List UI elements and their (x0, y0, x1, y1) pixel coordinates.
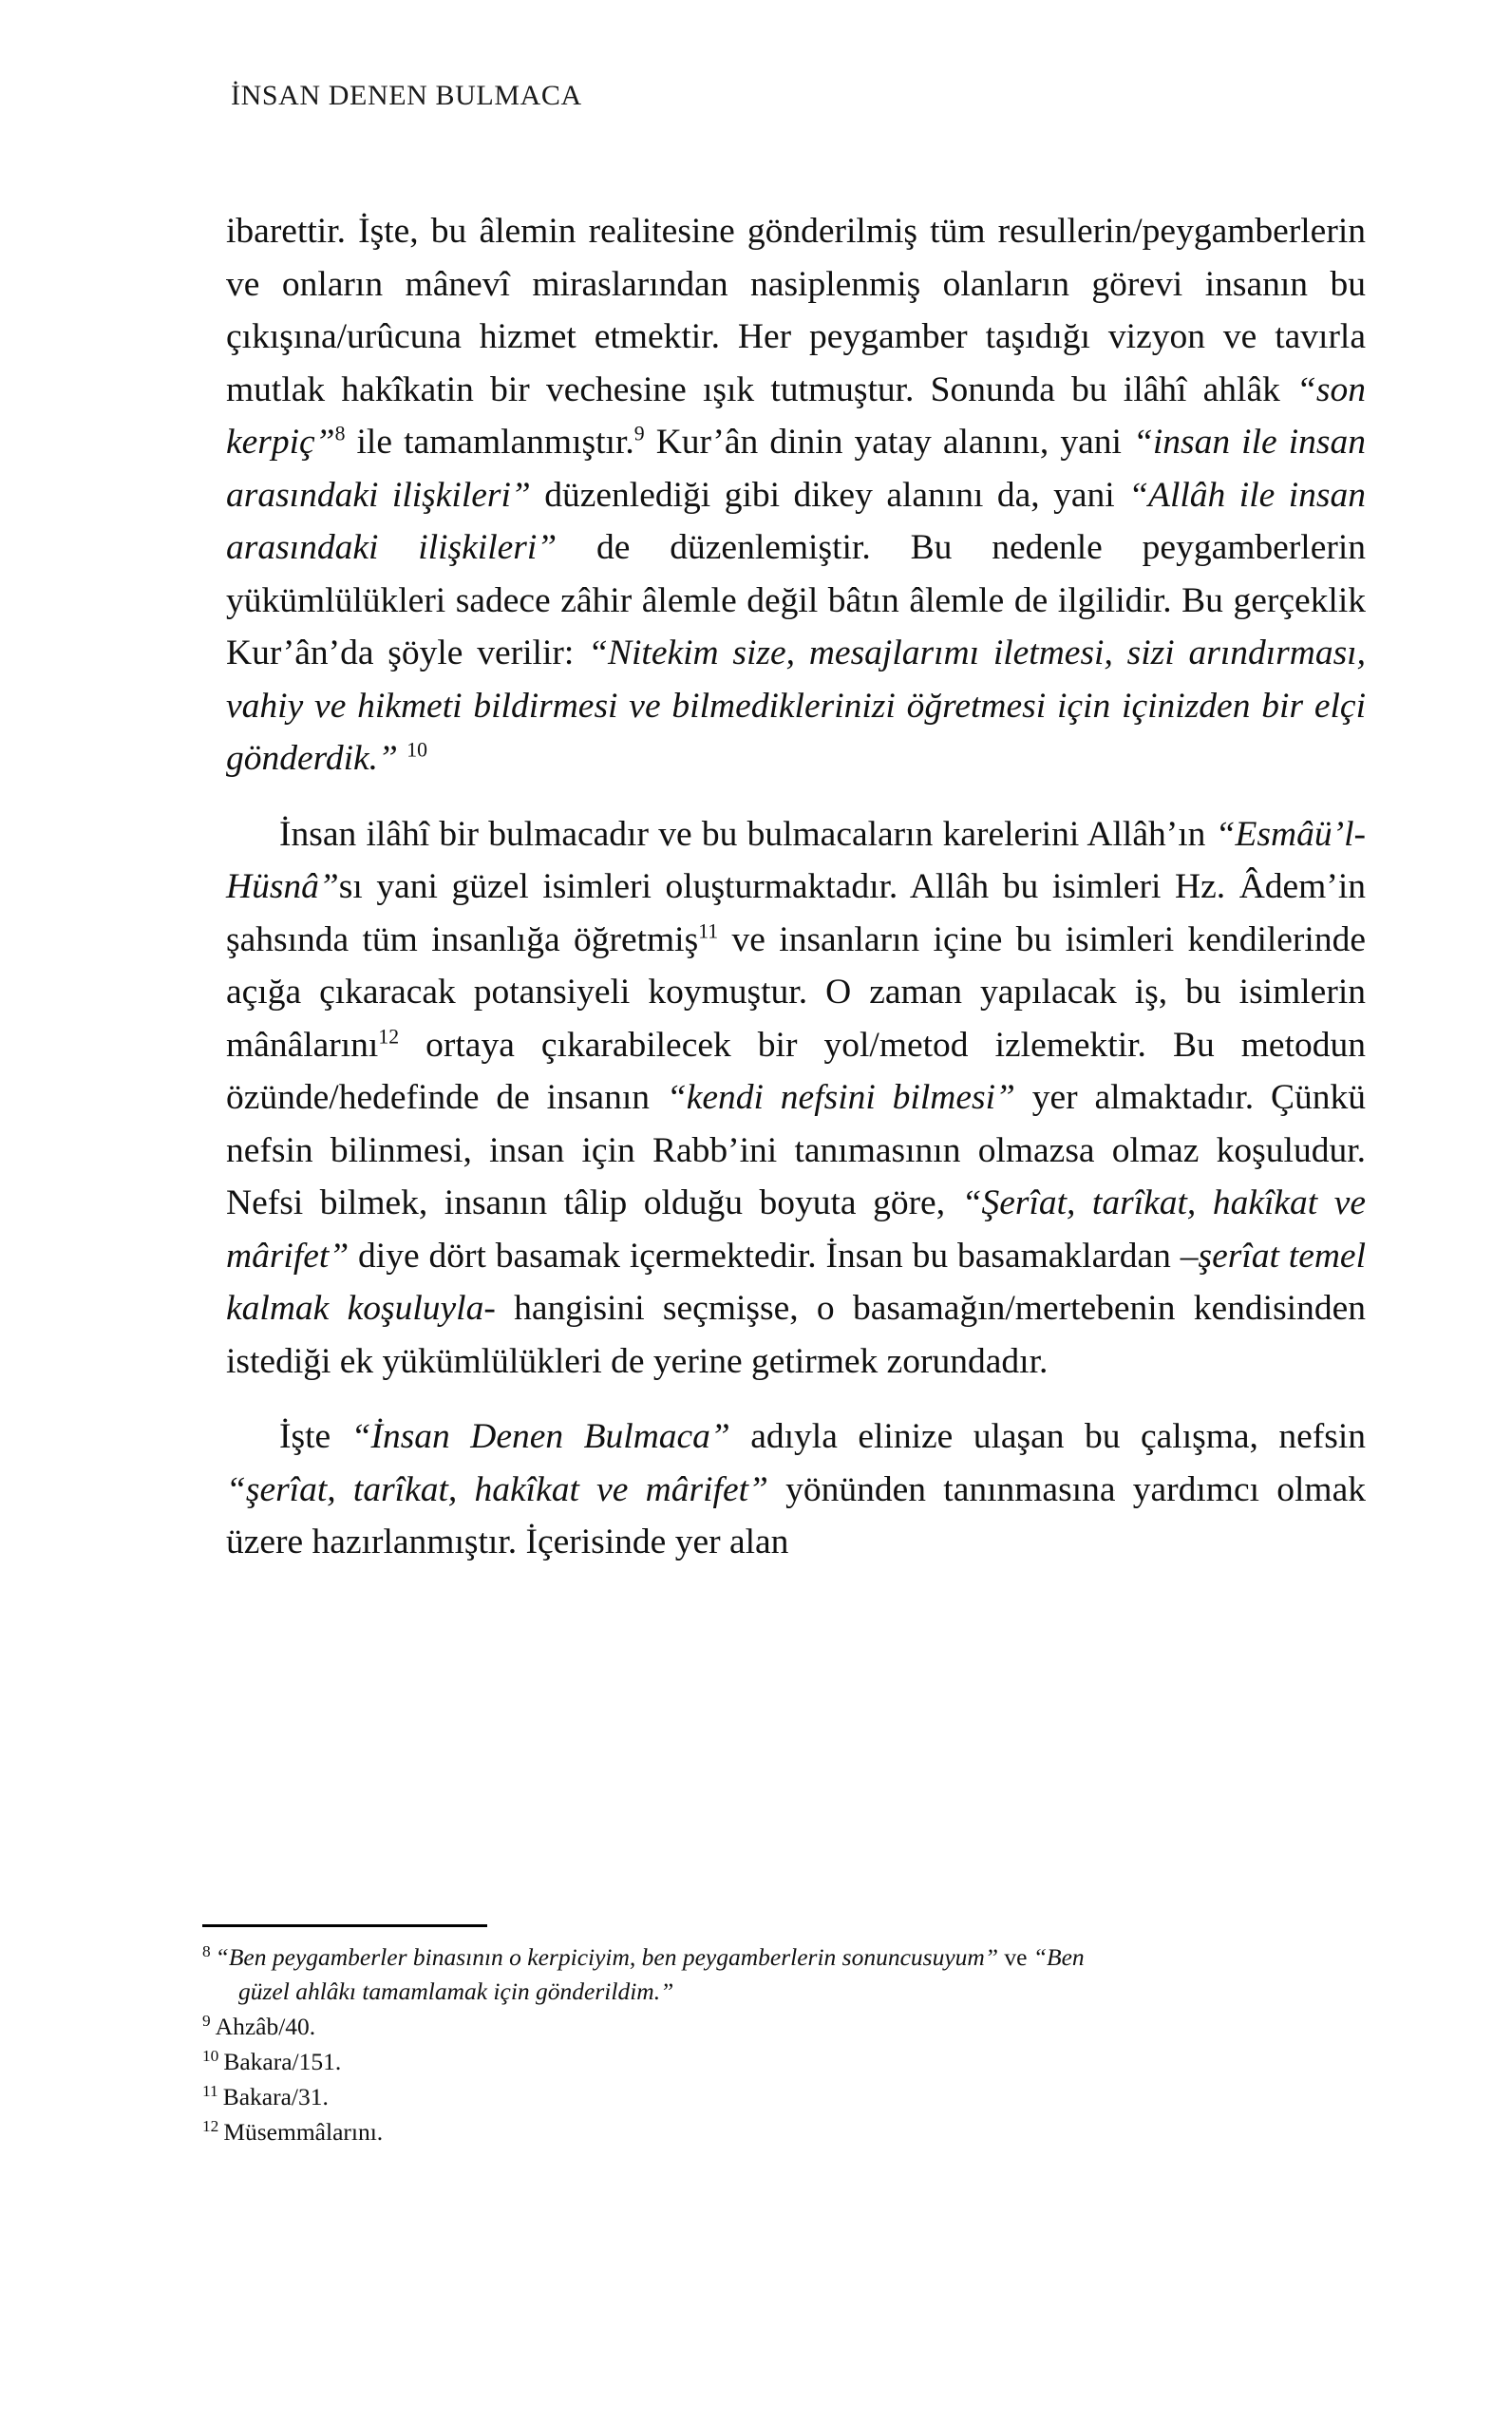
running-header: İNSAN DENEN BULMACA (231, 80, 582, 111)
p3-quote-seriat-tarikat-hakikat-marifet: “şerîat, tarîkat, hakîkat ve mârifet” (226, 1469, 768, 1509)
p1-quote-allah-ile-insan: “Allâh ile insan arasındaki ilişkileri” (226, 475, 1367, 567)
footnote-8-quote-1: “Ben peygamberler binasının o kerpiciyim, ben peygamberlerin sonuncusuyum” (215, 1943, 999, 1971)
footnote-9-text: Ahzâb/40. (215, 2013, 316, 2040)
p3-segment-1: İşte (279, 1417, 351, 1456)
footnote-10 (202, 2045, 1342, 2079)
footnote-10-number: 10 (202, 2046, 219, 2065)
footnote-ref-8[interactable]: 8 (334, 422, 346, 445)
footnote-11-text: Bakara/31. (222, 2083, 329, 2110)
p2-segment-6: diye dört basamak içermektedir. İnsan bu basamaklardan (349, 1236, 1181, 1276)
p1-segment-5: de düzenlemiştir. Bu nedenle peygamberlerin yükümlülükleri sadece zâhir âlemle değil bâtın âlemle de ilgilidir. Bu gerçeklik Kur’ân’da şöyle verilir: (226, 528, 1366, 672)
footnote-10-text: Bakara/151. (223, 2048, 342, 2075)
footnote-ref-11[interactable]: 11 (698, 919, 719, 942)
p2-segment-1: İnsan ilâhî bir bulmacadır ve bu bulmacaların karelerini Allâh’ın (279, 814, 1216, 854)
p2-quote-esmaul-husna: “Esmâü’l-Hüsnâ” (226, 814, 1366, 906)
p2-segment-7: hangisini seçmişse, o basamağın/mertebenin kendisinden istediği ek yükümlülükleri de yerine getirmek zorundadır. (226, 1289, 1366, 1381)
footnote-12-text: Müsemmâlarını. (223, 2118, 384, 2146)
paragraph-1 (226, 205, 1366, 785)
footnote-8-quote-2-start: “Ben (1032, 1943, 1085, 1971)
p1-quote-son-kerpic: “son kerpiç” (226, 369, 1366, 462)
p1-segment-3: Kur’ân dinin yatay alanını, yani (644, 423, 1133, 462)
footnote-11-number: 11 (202, 2081, 218, 2100)
paragraph-2 (226, 808, 1366, 1389)
p1-quote-nitekim-size: “Nitekim size, mesajlarımı iletmesi, sizi arındırması, vahiy ve hikmeti bildirmesi ve bilmediklerinizi öğretmesi için içinizden bir elçi gönderdik.” (226, 634, 1366, 778)
footnote-12 (202, 2115, 1342, 2149)
p3-segment-2: adıyla elinize ulaşan bu çalışma, nefsin (729, 1417, 1367, 1456)
p2-segment-4: ortaya çıkarabilecek bir yol/metod izlemektir. Bu metodun özünde/hedefinde de insanın (226, 1025, 1366, 1117)
p3-segment-3: yönünden tanınmasına yardımcı olmak üzere hazırlanmıştır. İçerisinde yer alan (226, 1469, 1366, 1561)
footnote-9 (202, 2010, 1342, 2044)
footnote-ref-12[interactable]: 12 (378, 1025, 400, 1048)
footnote-8-number: 8 (202, 1941, 211, 1960)
paragraph-3 (226, 1410, 1366, 1569)
p2-segment-3: ve insanların içine bu isimleri kendilerinde açığa çıkaracak potansiyeli koymuştur. O zaman yapılacak iş, bu isimlerin mânâlarını (226, 919, 1366, 1065)
p2-segment-2: sı yani güzel isimleri oluşturmaktadır. Allâh bu isimleri Hz. Âdem’in şahsında tüm insanlığa öğretmiş (226, 867, 1366, 959)
footnote-12-number: 12 (202, 2116, 219, 2135)
footnote-separator-rule (202, 1924, 487, 1927)
p2-quote-seriat-temel-kalmak: –şerîat temel kalmak koşuluyla- (226, 1236, 1366, 1328)
p1-segment-1: ibarettir. İşte, bu âlemin realitesine gönderilmiş tüm resullerin/peygamberlerin ve onların mânevî miraslarından nasiplenmiş olanların görevi insanın bu çıkışına/urûcuna hizmet etmektir. Her peygamber taşıdığı vizyon ve tavırla mutlak hakîkatin bir vechesine ışık tutmuştur. Sonunda bu ilâhî ahlâk (226, 212, 1366, 409)
footnote-ref-10[interactable]: 10 (406, 738, 428, 762)
p2-segment-5: yer almaktadır. Çünkü nefsin bilinmesi, insan için Rabb’ini tanımasının olmazsa olmaz koşuludur. Nefsi bilmek, insanın tâlip olduğu boyuta göre, (226, 1078, 1366, 1222)
footnote-ref-9[interactable]: 9 (633, 422, 645, 445)
p1-segment-4: düzenlediği gibi dikey alanını da, yani (530, 475, 1129, 515)
p1-segment-2: ile tamamlanmıştır. (345, 423, 634, 462)
footnote-9-number: 9 (202, 2011, 211, 2030)
p2-quote-seriat-tarikat: “Şerîat, tarîkat, hakîkat ve mârifet” (226, 1183, 1367, 1276)
p3-quote-insan-denen-bulmaca: “İnsan Denen Bulmaca” (350, 1417, 730, 1456)
footnote-11 (202, 2080, 1342, 2114)
p1-quote-insan-ile-insan: “insan ile insan arasındaki ilişkileri” (226, 423, 1366, 515)
footnote-8 (202, 1940, 1342, 2009)
body-text-column (226, 205, 1366, 1569)
p2-quote-kendi-nefsini-bilmesi: “kendi nefsini bilmesi” (666, 1078, 1015, 1117)
footnote-8-connector: ve (998, 1943, 1033, 1971)
footnote-8-quote-2-cont: güzel ahlâkı tamamlamak için gönderildim.” (238, 1977, 674, 2005)
footnote-list (202, 1940, 1342, 2150)
